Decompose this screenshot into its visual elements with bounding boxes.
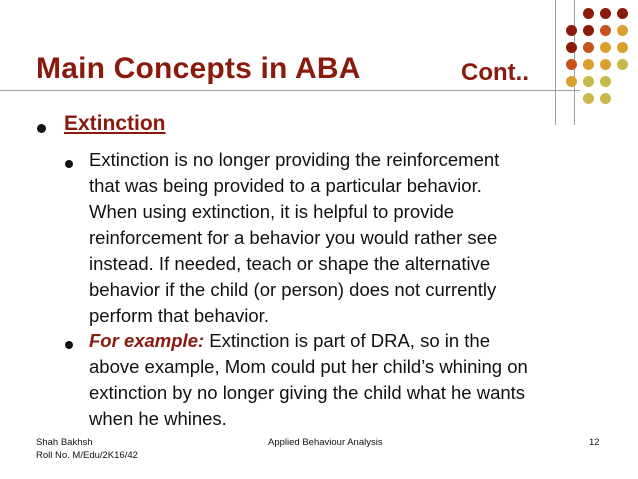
footer-author: Shah Bakhsh — [36, 437, 93, 448]
decor-dot — [617, 59, 628, 70]
decor-dot — [583, 42, 594, 53]
decor-dot — [583, 59, 594, 70]
text-line: when he whines. — [89, 408, 227, 429]
text-line: When using extinction, it is helpful to provide — [89, 201, 455, 222]
decor-dot — [566, 59, 577, 70]
decor-dot — [583, 25, 594, 36]
decor-dot — [583, 8, 594, 19]
footer-roll-no: Roll No. M/Edu/2K16/42 — [36, 450, 138, 461]
decor-dot — [617, 42, 628, 53]
bullet-heading: Extinction — [64, 112, 166, 135]
example-paragraph — [89, 328, 589, 432]
decor-dot — [600, 8, 611, 19]
decor-dot — [566, 42, 577, 53]
text-line — [89, 328, 589, 354]
decor-dot — [617, 8, 628, 19]
definition-paragraph — [89, 147, 589, 329]
slide-title: Main Concepts in ABA — [36, 52, 361, 85]
decor-dot — [583, 93, 594, 104]
decor-dot — [600, 42, 611, 53]
decor-dot — [617, 25, 628, 36]
text-line: behavior if the child (or person) does not currently — [89, 279, 497, 300]
bullet-icon — [37, 124, 46, 133]
text-line: Extinction is no longer providing the reinforcement — [89, 149, 500, 170]
text-line: above example, Mom could put her child’s whining on — [89, 356, 528, 377]
example-text: Extinction is part of DRA, so in the — [204, 330, 491, 351]
decor-horizontal-line — [0, 90, 580, 91]
decor-dot — [600, 93, 611, 104]
decor-vertical-line — [555, 0, 556, 125]
decor-dot — [600, 76, 611, 87]
slide-title-suffix: Cont.. — [461, 59, 529, 86]
text-line: that was being provided to a particular behavior. — [89, 175, 482, 196]
decor-dot — [583, 76, 594, 87]
decor-dot — [566, 25, 577, 36]
decor-dot — [600, 25, 611, 36]
decor-dot — [600, 59, 611, 70]
text-line: reinforcement for a behavior you would rather see — [89, 227, 498, 248]
decor-dot — [566, 76, 577, 87]
example-lead: For example: — [89, 330, 205, 351]
footer-course: Applied Behaviour Analysis — [268, 437, 383, 448]
text-line: extinction by no longer giving the child what he wants — [89, 382, 526, 403]
sub-bullet-icon — [65, 341, 73, 349]
sub-bullet-icon — [65, 160, 73, 168]
footer-page-number: 12 — [589, 437, 600, 448]
text-line: instead. If needed, teach or shape the alternative — [89, 253, 491, 274]
text-line: perform that behavior. — [89, 305, 269, 326]
